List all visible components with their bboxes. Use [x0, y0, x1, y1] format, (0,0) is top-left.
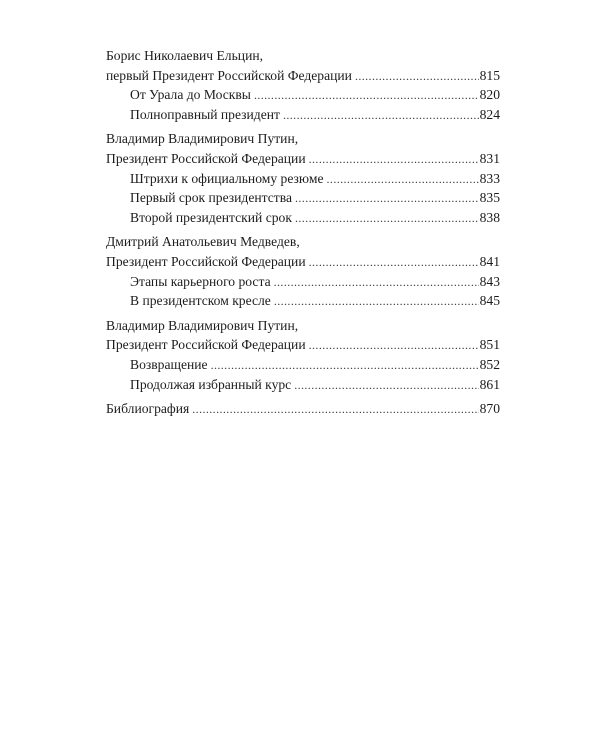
- table-of-contents: [106, 46, 500, 419]
- toc-entry-subtitle: первый Президент Российской Федерации: [106, 67, 352, 83]
- page-number: 833: [479, 170, 500, 186]
- toc-entry: [106, 399, 500, 419]
- dot-leader: [274, 276, 479, 288]
- dot-leader: [295, 212, 479, 224]
- toc-entry-heading-line: [106, 46, 500, 66]
- toc-subentry: [106, 291, 500, 311]
- dot-leader: [295, 192, 479, 204]
- toc-entry-line: [106, 335, 500, 355]
- page-number: 815: [479, 67, 500, 83]
- toc-entry: [106, 129, 500, 168]
- toc-entry-title: В президентском кресле: [130, 293, 271, 309]
- dot-leader: [283, 109, 479, 121]
- toc-entry-line: [106, 272, 500, 292]
- toc-entry-title: От Урала до Москвы: [130, 87, 251, 103]
- toc-entry-line: [106, 208, 500, 228]
- page-number: 851: [479, 337, 500, 353]
- toc-entry-heading-line: [106, 129, 500, 149]
- page-number: 838: [479, 209, 500, 225]
- dot-leader: [309, 256, 479, 268]
- toc-entry-line: [106, 85, 500, 105]
- toc-entry-line: [106, 399, 500, 419]
- page-number: 820: [479, 87, 500, 103]
- toc-subentry: [106, 188, 500, 208]
- toc-entry-title: Библиография: [106, 401, 190, 417]
- toc-entry-subtitle: Президент Российской Федерации: [106, 253, 306, 269]
- dot-leader: [294, 379, 478, 391]
- toc-subentry: [106, 85, 500, 105]
- toc-subentry: [106, 208, 500, 228]
- dot-leader: [309, 153, 479, 165]
- toc-subentry: [106, 169, 500, 189]
- toc-entry-heading-line: [106, 232, 500, 252]
- toc-entry-line: [106, 149, 500, 169]
- toc-entry-line: [106, 66, 500, 86]
- page-number: 852: [479, 356, 500, 372]
- toc-entry-line: [106, 291, 500, 311]
- toc-entry-subtitle: Президент Российской Федерации: [106, 337, 306, 353]
- toc-entry-title: Борис Николаевич Ельцин,: [106, 48, 264, 63]
- toc-entry-title: Владимир Владимирович Путин,: [106, 131, 299, 147]
- dot-leader: [327, 173, 479, 185]
- toc-entry-subtitle: Президент Российской Федерации: [106, 150, 306, 166]
- toc-subentry: [106, 355, 500, 375]
- dot-leader: [309, 339, 479, 351]
- dot-leader: [254, 89, 479, 101]
- toc-entry-title: Дмитрий Анатольевич Медведев,: [106, 234, 300, 250]
- toc-subentry: [106, 272, 500, 292]
- toc-entry-title: Штрихи к официальному резюме: [130, 170, 324, 186]
- dot-leader: [274, 295, 479, 307]
- toc-subentry: [106, 105, 500, 125]
- toc-entry-title: Первый срок президентства: [130, 190, 292, 206]
- page-number: 861: [479, 376, 500, 392]
- dot-leader: [211, 359, 479, 371]
- toc-entry-line: [106, 252, 500, 272]
- toc-entry-line: [106, 355, 500, 375]
- toc-entry-line: [106, 375, 500, 395]
- toc-entry-heading-line: [106, 316, 500, 336]
- dot-leader: [192, 403, 478, 415]
- toc-entry-title: Полноправный президент: [130, 106, 280, 122]
- page-number: 841: [479, 253, 500, 269]
- toc-entry-line: [106, 105, 500, 125]
- toc-entry-line: [106, 169, 500, 189]
- toc-entry-title: Владимир Владимирович Путин,: [106, 317, 299, 333]
- toc-entry-title: Возвращение: [130, 356, 208, 372]
- toc-entry: [106, 232, 500, 271]
- page-number: 824: [479, 106, 500, 122]
- toc-entry-title: Продолжая избранный курс: [130, 376, 292, 392]
- page-number: 870: [479, 401, 500, 417]
- toc-subentry: [106, 375, 500, 395]
- toc-entry-line: [106, 188, 500, 208]
- toc-entry: [106, 46, 500, 85]
- dot-leader: [355, 70, 479, 82]
- page-number: 845: [479, 293, 500, 309]
- page-number: 835: [479, 190, 500, 206]
- toc-entry: [106, 316, 500, 355]
- page-number: 831: [479, 150, 500, 166]
- toc-entry-title: Этапы карьерного роста: [130, 273, 271, 289]
- toc-entry-title: Второй президентский срок: [130, 209, 292, 225]
- page-number: 843: [479, 273, 500, 289]
